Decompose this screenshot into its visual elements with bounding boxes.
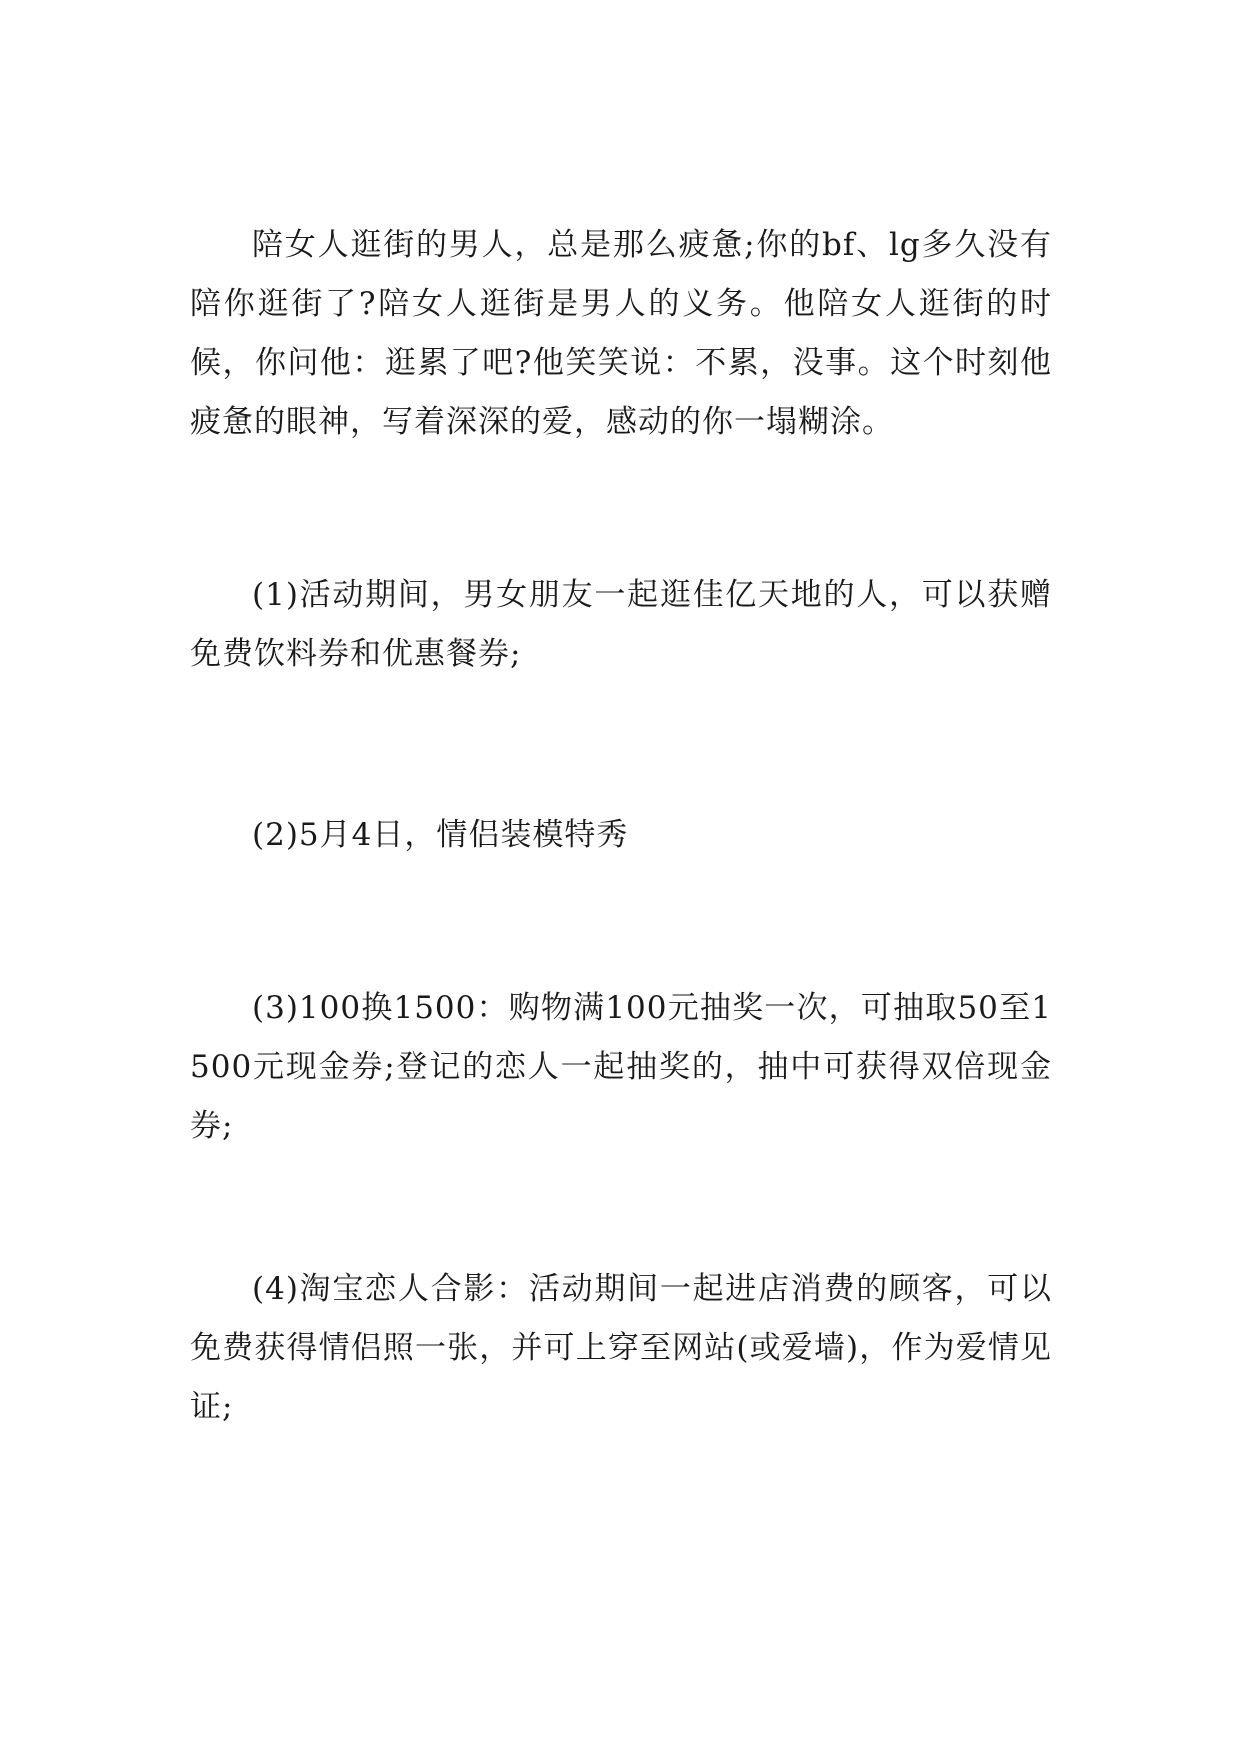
paragraph-activity-3: (3)100换1500：购物满100元抽奖一次，可抽取50至1500元现金券;登记的恋人一起抽奖的，抽中可获得双倍现金券; (190, 990, 1052, 1144)
paragraph-activity-4: (4)淘宝恋人合影：活动期间一起进店消费的顾客，可以免费获得情侣照一张，并可上穿至网站(或爱墙)，作为爱情见证; (190, 1271, 1052, 1425)
paragraph-intro: 陪女人逛街的男人，总是那么疲惫;你的bf、lg多久没有陪你逛街了?陪女人逛街是男人的义务。他陪女人逛街的时候，你问他：逛累了吧?他笑笑说：不累，没事。这个时刻他疲惫的眼神，写着深深的爱，感动的你一塌糊涂。 (190, 227, 1052, 440)
paragraph-activity-2: (2)5月4日，情侣装模特秀 (252, 817, 629, 853)
paragraph-activity-1: (1)活动期间，男女朋友一起逛佳亿天地的人，可以获赠免费饮料券和优惠餐券; (190, 577, 1052, 672)
